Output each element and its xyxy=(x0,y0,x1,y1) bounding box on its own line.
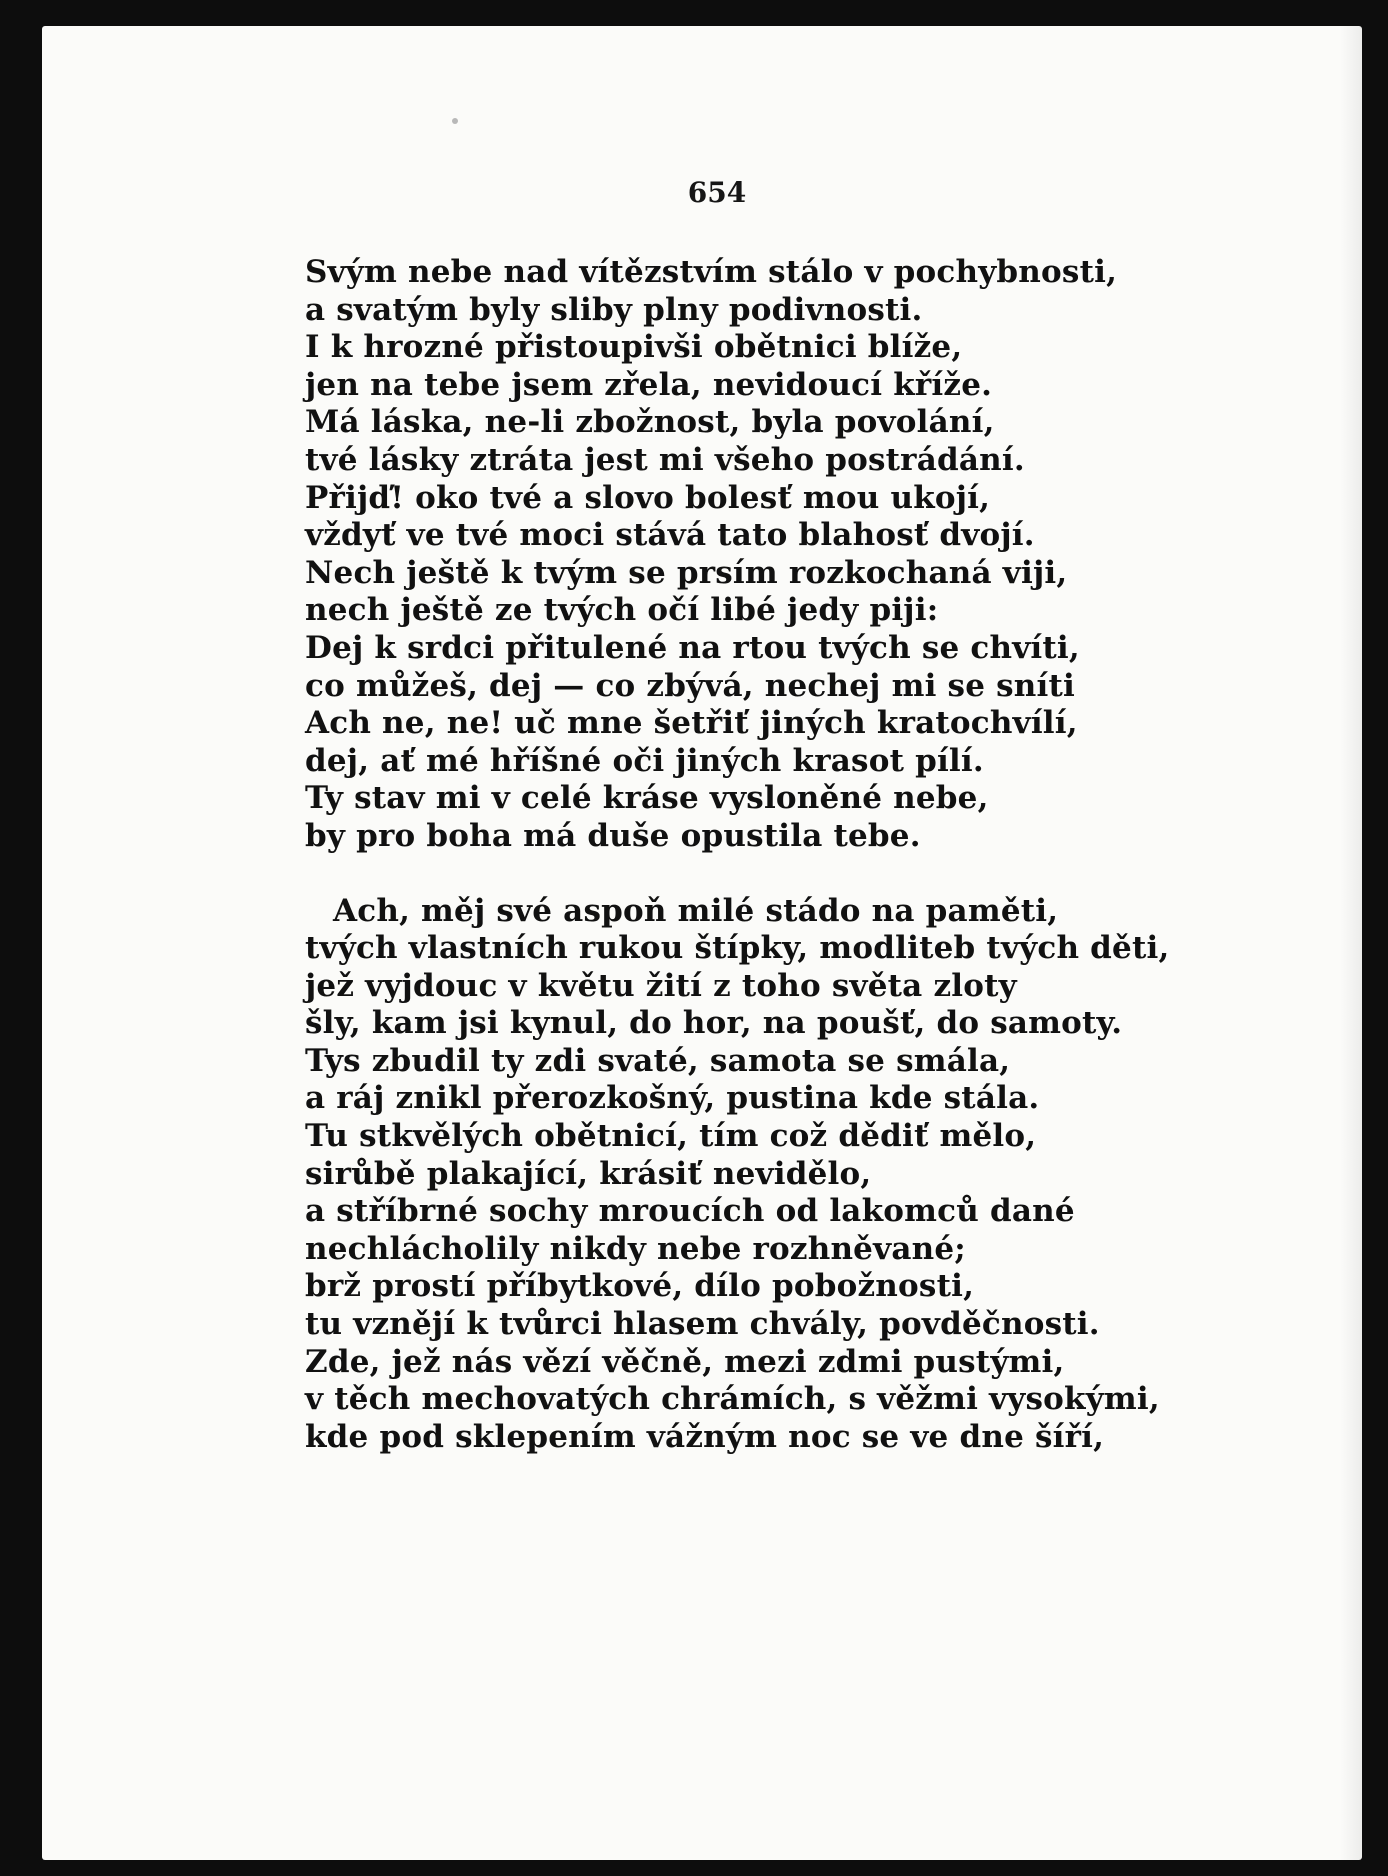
paper-speck xyxy=(452,118,458,124)
verse-line: Ty stav mi v celé kráse vysloněné nebe, xyxy=(305,780,989,817)
verse-line: dej, ať mé hříšné oči jiných krasot pílí. xyxy=(305,742,984,779)
verse-line: Má láska, ne-li zbožnost, byla povolání, xyxy=(305,404,995,441)
verse-line: Dej k srdci přitulené na rtou tvých se chvíti, xyxy=(305,629,1080,666)
poem-text xyxy=(305,254,1205,1456)
verse-line: a stříbrné sochy mroucích od lakomců dané xyxy=(305,1193,1075,1230)
page-edge-shadow xyxy=(1340,26,1362,1860)
verse-line: Tys zbudil ty zdi svaté, samota se smála, xyxy=(305,1042,1011,1079)
verse-line: Ach ne, ne! uč mne šetřiť jiných kratochvílí, xyxy=(305,705,1078,742)
verse-line: Ach, měj své aspoň milé stádo na paměti, xyxy=(333,892,1059,929)
verse-line: nech ještě ze tvých očí libé jedy piji: xyxy=(305,592,939,629)
verse-line: nechlácholily nikdy nebe rozhněvané; xyxy=(305,1230,966,1267)
verse-line: v těch mechovatých chrámích, s věžmi vysokými, xyxy=(305,1381,1160,1418)
page-number: 654 xyxy=(687,176,747,209)
verse-line: I k hrozné přistoupivši obětnici blíže, xyxy=(305,329,963,366)
verse-line: sirůbě plakající, krásiť nevidělo, xyxy=(305,1155,872,1192)
verse-line: tu vznějí k tvůrci hlasem chvály, povděčnosti. xyxy=(305,1306,1100,1343)
stanza-1 xyxy=(305,254,1205,856)
verse-line: jež vyjdouc v květu žití z toho světa zloty xyxy=(305,967,1017,1004)
verse-line: Zde, jež nás vězí věčně, mezi zdmi pustými, xyxy=(305,1343,1065,1380)
book-page xyxy=(42,26,1362,1860)
verse-line: kde pod sklepením vážným noc se ve dne šíří, xyxy=(305,1418,1105,1455)
verse-line: co můžeš, dej — co zbývá, nechej mi se sníti xyxy=(305,667,1075,704)
verse-line: Nech ještě k tvým se prsím rozkochaná viji, xyxy=(305,554,1068,591)
verse-line: a svatým byly sliby plny podivnosti. xyxy=(305,291,923,328)
verse-line: Přijď! oko tvé a slovo bolesť mou ukojí, xyxy=(305,479,991,516)
verse-line: jen na tebe jsem zřela, nevidoucí kříže. xyxy=(305,366,993,403)
verse-line: Tu stkvělých obětnicí, tím což dědiť mělo, xyxy=(305,1118,1037,1155)
verse-line: a ráj znikl přerozkošný, pustina kde stála. xyxy=(305,1080,1040,1117)
verse-line: by pro boha má duše opustila tebe. xyxy=(305,817,921,854)
stanza-2 xyxy=(305,893,1205,1457)
verse-line: tvých vlastních rukou štípky, modliteb tvých děti, xyxy=(305,930,1170,967)
verse-line: vždyť ve tvé moci stává tato blahosť dvojí. xyxy=(305,517,1035,554)
verse-line: brž prostí příbytkové, dílo pobožnosti, xyxy=(305,1268,975,1305)
verse-line: tvé lásky ztráta jest mi všeho postrádání. xyxy=(305,441,1025,478)
verse-line: šly, kam jsi kynul, do hor, na poušť, do samoty. xyxy=(305,1005,1123,1042)
verse-line: Svým nebe nad vítězstvím stálo v pochybnosti, xyxy=(305,254,1118,290)
